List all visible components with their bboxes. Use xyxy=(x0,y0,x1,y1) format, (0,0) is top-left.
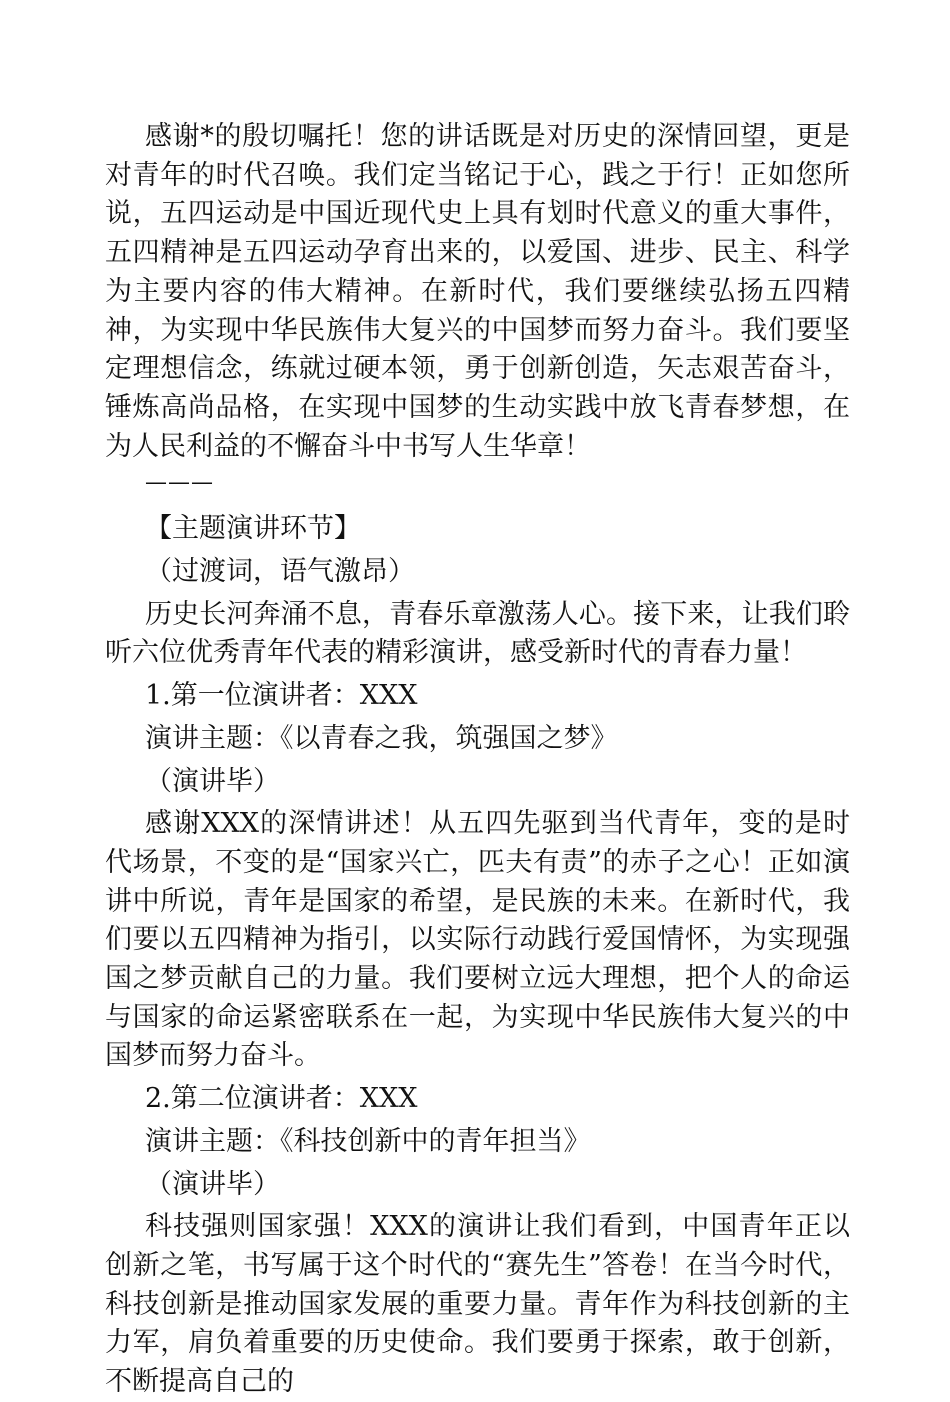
section-heading: 【主题演讲环节】 xyxy=(145,513,361,545)
speaker-1-topic: 演讲主题：《以青春之我，筑强国之梦》 xyxy=(145,722,618,754)
speaker-2-topic: 演讲主题：《科技创新中的青年担当》 xyxy=(145,1125,591,1157)
speaker-1-done: （演讲毕） xyxy=(145,765,280,797)
separator: ——— xyxy=(145,470,214,496)
speaker-2-comment: 科技强则国家强！XXX的演讲让我们看到，中国青年正以创新之笔，书写属于这个时代的“赛先生”答卷！在当今时代，科技创新是推动国家发展的重要力量。青年作为科技创新的主力军，肩负着重要的历史使命。我们要勇于探索，敢于创新，不断提高自己的 xyxy=(105,1211,850,1398)
speaker-2-title: 2.第二位演讲者：XXX xyxy=(145,1083,418,1115)
document-page xyxy=(105,118,850,1402)
closing-paragraph: 感谢*的殷切嘱托！您的讲话既是对历史的深情回望，更是对青年的时代召唤。我们定当铭记于心，践之于行！正如您所说，五四运动是中国近现代史上具有划时代意义的重大事件，五四精神是五四运动孕育出来的，以爱国、进步、民主、科学为主要内容的伟大精神。在新时代，我们要继续弘扬五四精神，为实现中华民族伟大复兴的中国梦而努力奋斗。我们要坚定理想信念，练就过硬本领，勇于创新创造，矢志艰苦奋斗，锤炼高尚品格，在实现中国梦的生动实践中放飞青春梦想，在为人民利益的不懈奋斗中书写人生华章！ xyxy=(105,121,850,462)
transition-note: （过渡词，语气激昂） xyxy=(145,556,415,588)
speaker-1-comment: 感谢XXX的深情讲述！从五四先驱到当代青年，变的是时代场景，不变的是“国家兴亡，匹夫有责”的赤子之心！正如演讲中所说，青年是国家的希望，是民族的未来。在新时代，我们要以五四精神为指引，以实际行动践行爱国情怀，为实现强国之梦贡献自己的力量。我们要树立远大理想，把个人的命运与国家的命运紧密联系在一起，为实现中华民族伟大复兴的中国梦而努力奋斗。 xyxy=(105,808,850,1072)
intro-paragraph: 历史长河奔涌不息，青春乐章激荡人心。接下来，让我们聆听六位优秀青年代表的精彩演讲，感受新时代的青春力量！ xyxy=(105,598,850,669)
speaker-1-title: 1.第一位演讲者：XXX xyxy=(145,680,418,712)
speaker-2-done: （演讲毕） xyxy=(145,1168,280,1200)
